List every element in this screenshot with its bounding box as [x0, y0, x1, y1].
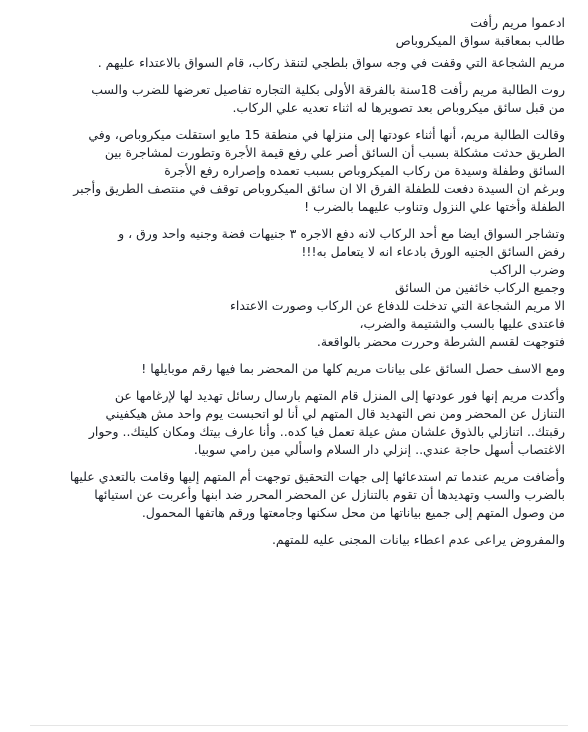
paragraph-line: ومع الاسف حصل السائق على بيانات مريم كلها من المحضر بما فيها رقم موبايلها !: [141, 361, 565, 376]
post-divider: [30, 725, 568, 726]
paragraph-line: التنازل عن المحضر ومن نص التهديد قال المتهم لي أنا لو اتحبست يوم واحد مش هيكفيني: [105, 406, 565, 421]
support-line: ادعموا مريم رأفت: [470, 15, 565, 30]
post-body: [10, 14, 565, 558]
paragraph: [10, 387, 565, 459]
paragraph-line: الاغتصاب أسهل حاجة عندي.. إنزلي دار السلام واسألي مين رامي سوبيا.: [193, 442, 565, 457]
paragraph-line: وضرب الراكب: [489, 262, 565, 277]
post-paragraphs: [10, 54, 565, 549]
paragraph: [10, 81, 565, 117]
paragraph-line: السائق وطفلة وسيدة من ركاب الميكروباص بسبب تعمده وإصراره رفع الأجرة: [164, 163, 565, 178]
paragraph: [10, 225, 565, 351]
paragraph-line: وجميع الركاب خائفين من السائق: [395, 280, 565, 295]
paragraph: [10, 126, 565, 216]
paragraph-line: بالضرب والسب وتهديدها أن تقوم بالتنازل عن المحضر المحرر ضد ابنها وأعربت عن استيائها: [94, 487, 565, 502]
paragraph-line: فاعتدى عليها بالسب والشتيمة والضرب،: [359, 316, 565, 331]
post-header: [10, 14, 565, 50]
paragraph-line: وأضافت مريم عندما تم استدعائها إلى جهات التحقيق توجهت أم المتهم إليها وقامت بالتعدي عليها: [69, 469, 565, 484]
paragraph: [10, 468, 565, 522]
paragraph-line: رقبتك.. اتنازلي بالذوق علشان مش عيلة تعمل فيا كده.. وأنا عارف بيتك ومكان كليتك.. وحوار: [88, 424, 565, 439]
paragraph-line: وقالت الطالبة مريم، أنها أثناء عودتها إلى منزلها في منطقة 15 مايو استقلت ميكروباص، وفي: [88, 127, 565, 142]
paragraph-line: الطفلة وأختها علي النزول وتناوب عليهما بالضرب !: [304, 199, 565, 214]
paragraph-line: من قبل سائق ميكروباص بعد تصويرها له اثناء تعديه علي الركاب.: [232, 100, 565, 115]
demand-line: طالب بمعاقبة سواق الميكروباص: [395, 33, 565, 48]
paragraph-line: مريم الشجاعة التي وقفت في وجه سواق بلطجي لتنقذ ركاب، قام السواق بالاعتداء عليهم .: [97, 55, 565, 70]
paragraph-line: روت الطالبة مريم رأفت 18سنة بالفرقة الأولى بكلية التجاره تفاصيل تعرضها للضرب والسب: [91, 82, 565, 97]
paragraph-line: فتوجهت لقسم الشرطة وحررت محضر بالواقعة.: [316, 334, 565, 349]
paragraph-line: وتشاجر السواق ايضا مع أحد الركاب لانه دفع الاجره ٣ جنيهات فضة وجنيه واحد ورق ، و: [118, 226, 565, 241]
paragraph-line: والمفروض يراعى عدم اعطاء بيانات المجنى عليه للمتهم.: [271, 532, 565, 547]
paragraph-line: الا مريم الشجاعة التي تدخلت للدفاع عن الركاب وصورت الاعتداء: [230, 298, 565, 313]
paragraph: [10, 360, 565, 378]
paragraph-line: الطريق حدثت مشكلة بسبب أن السائق أصر علي رفع قيمة الأجرة وتطورت لمشاجرة بين: [104, 145, 565, 160]
paragraph-line: وأكدت مريم إنها فور عودتها إلى المنزل قام المتهم بارسال رسائل تهديد لها لإرغامها عن: [114, 388, 565, 403]
paragraph-line: رفض السائق الجنيه الورق بادعاء انه لا يتعامل به!!!: [301, 244, 565, 259]
paragraph: [10, 54, 565, 72]
paragraph-line: من وصول المتهم إلى جميع بياناتها من محل سكنها وجامعتها ورقم هاتفها المحمول.: [141, 505, 565, 520]
paragraph-line: وبرغم ان السيدة دفعت للطفلة الفرق الا ان سائق الميكروباص توقف في منتصف الطريق وأجبر: [73, 181, 565, 196]
paragraph: [10, 531, 565, 549]
